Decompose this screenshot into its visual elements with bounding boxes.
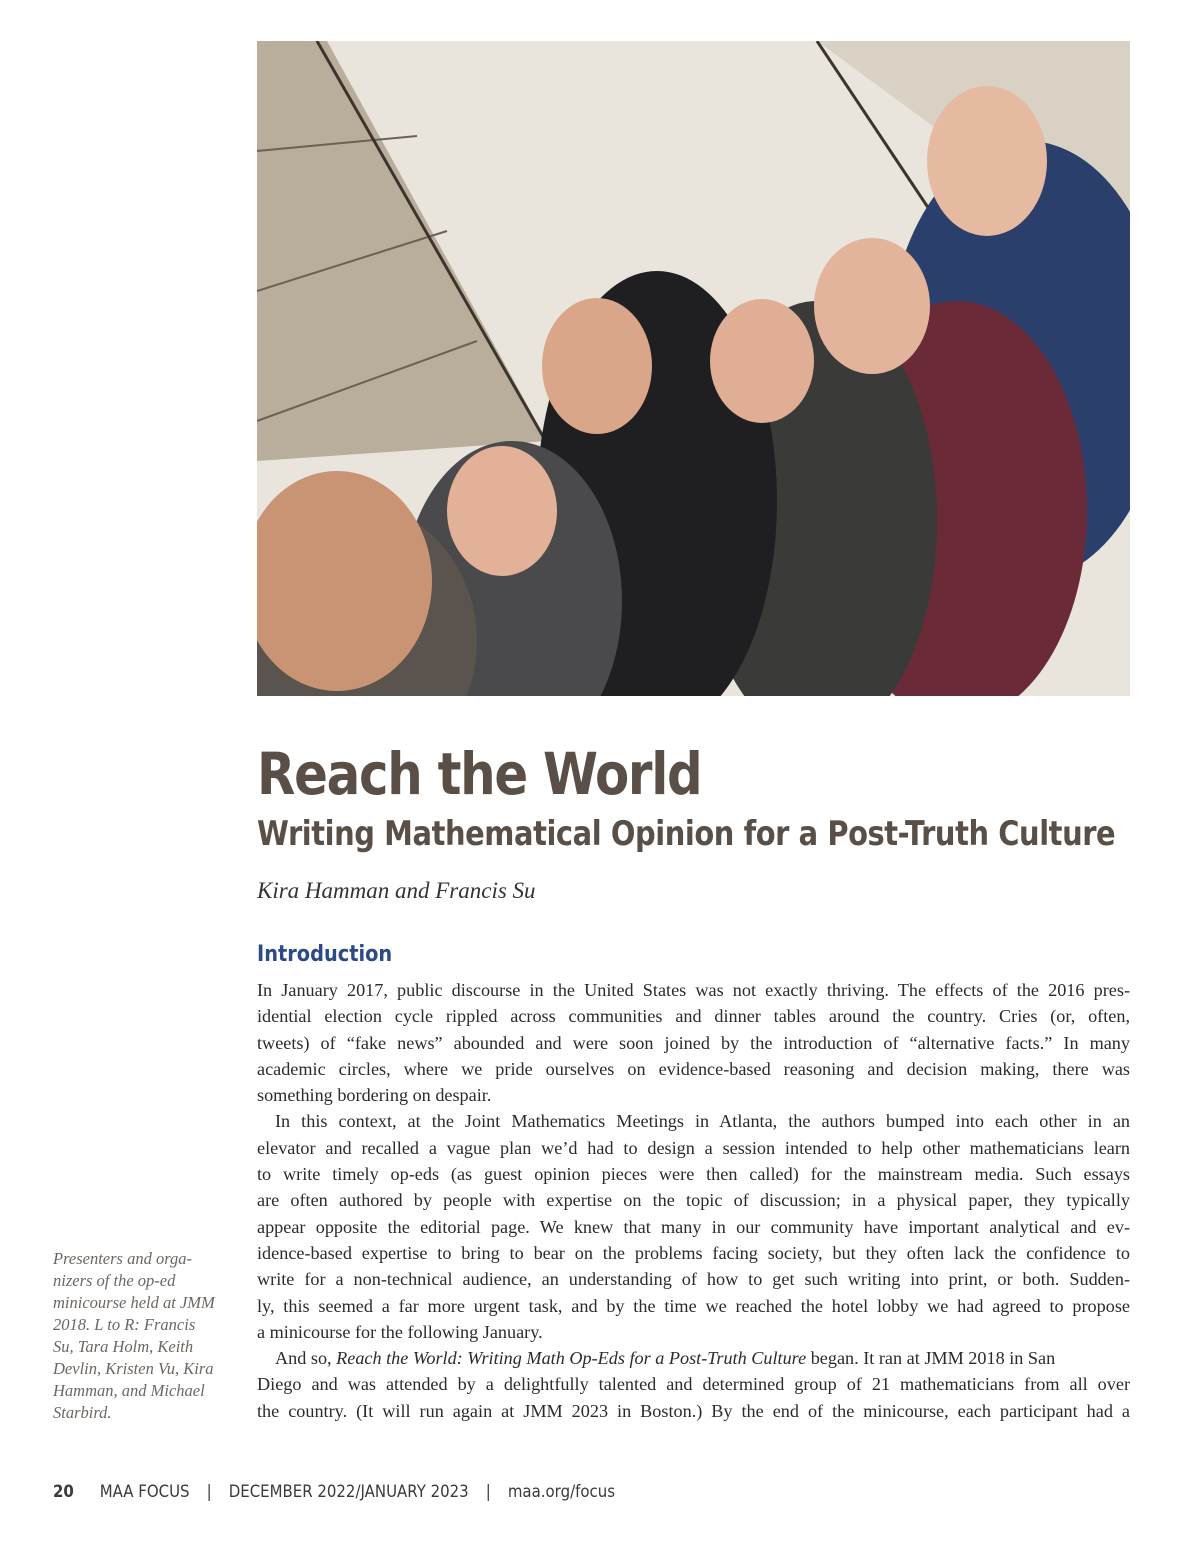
- minicourse-title: Reach the World: Writing Math Op-Eds for a Post-Truth Culture: [336, 1348, 807, 1369]
- caption-line: Hamman, and Michael: [53, 1381, 205, 1400]
- body-line-mixed: [257, 1345, 1130, 1371]
- body-line: Diego and was attended by a delightfully talented and determined group of 21 mathematicians from all over: [257, 1374, 1130, 1395]
- caption-line: Starbird.: [53, 1403, 112, 1422]
- page-footer: [53, 1480, 615, 1504]
- footer-url: maa.org/focus: [507, 1482, 616, 1502]
- caption-line: 2018. L to R: Francis: [53, 1315, 196, 1334]
- body-line: elevator and recalled a vague plan we’d had to design a session intended to help other mathematicians learn: [257, 1137, 1130, 1158]
- body-text: And so,: [275, 1348, 337, 1369]
- publication-name: MAA FOCUS: [99, 1482, 190, 1502]
- body-line: are often authored by people with expertise on the topic of discussion; in a physical paper, they typically: [257, 1190, 1130, 1211]
- caption-line: minicourse held at JMM: [53, 1293, 215, 1312]
- body-line: idence-based expertise to bring to bear on the problems facing society, but they often lack the confidence to: [257, 1242, 1130, 1263]
- body-line: idential election cycle rippled across communities and dinner tables around the country. Cries (or, often,: [257, 1006, 1130, 1027]
- footer-separator: |: [206, 1482, 212, 1502]
- body-line: a minicourse for the following January.: [257, 1321, 543, 1342]
- body-line: In January 2017, public discourse in the United States was not exactly thriving. The effects of the 2016 pres-: [257, 980, 1130, 1000]
- footer-separator: |: [485, 1482, 491, 1502]
- article-title: Reach the World: [257, 740, 702, 808]
- caption-line: Devlin, Kristen Vu, Kira: [53, 1359, 214, 1378]
- article-authors: Kira Hamman and Francis Su: [257, 878, 536, 903]
- section-heading: Introduction: [257, 942, 393, 967]
- body-line: academic circles, where we pride ourselves on evidence-based reasoning and decision making, there was: [257, 1058, 1130, 1079]
- caption-line: Su, Tara Holm, Keith: [53, 1337, 194, 1356]
- body-text: began. It ran at JMM 2018 in San: [806, 1348, 1056, 1369]
- body-line: In this context, at the Joint Mathematics Meetings in Atlanta, the authors bumped into each other in an: [275, 1111, 1130, 1132]
- caption-line: Presenters and orga-: [53, 1249, 193, 1268]
- body-line: something bordering on despair.: [257, 1085, 492, 1106]
- body-line: to write timely op-eds (as guest opinion pieces were then called) for the mainstream media. Such essays: [257, 1164, 1130, 1185]
- issue-date: DECEMBER 2022/JANUARY 2023: [228, 1482, 469, 1502]
- caption-line: nizers of the op-ed: [53, 1271, 176, 1290]
- body-line: write for a non-technical audience, an understanding of how to get such writing into print, or both. Sudden-: [257, 1269, 1130, 1290]
- body-line: appear opposite the editorial page. We knew that many in our community have important analytical and ev-: [257, 1216, 1130, 1237]
- page-number: 20: [53, 1482, 74, 1502]
- body-line: tweets) of “fake news” abounded and were soon joined by the introduction of “alternative facts.” In many: [257, 1032, 1130, 1053]
- body-line: ly, this seemed a far more urgent task, and by the time we reached the hotel lobby we had agreed to propose: [257, 1295, 1130, 1316]
- group-photo-illustration: [257, 41, 1130, 696]
- article-photo: [257, 41, 1130, 696]
- body-line: the country. (It will run again at JMM 2023 in Boston.) By the end of the minicourse, each participant had a: [257, 1400, 1130, 1421]
- article-body: [257, 977, 1130, 1424]
- article-subtitle: Writing Mathematical Opinion for a Post-Truth Culture: [257, 814, 1116, 854]
- photo-caption: [53, 1248, 233, 1424]
